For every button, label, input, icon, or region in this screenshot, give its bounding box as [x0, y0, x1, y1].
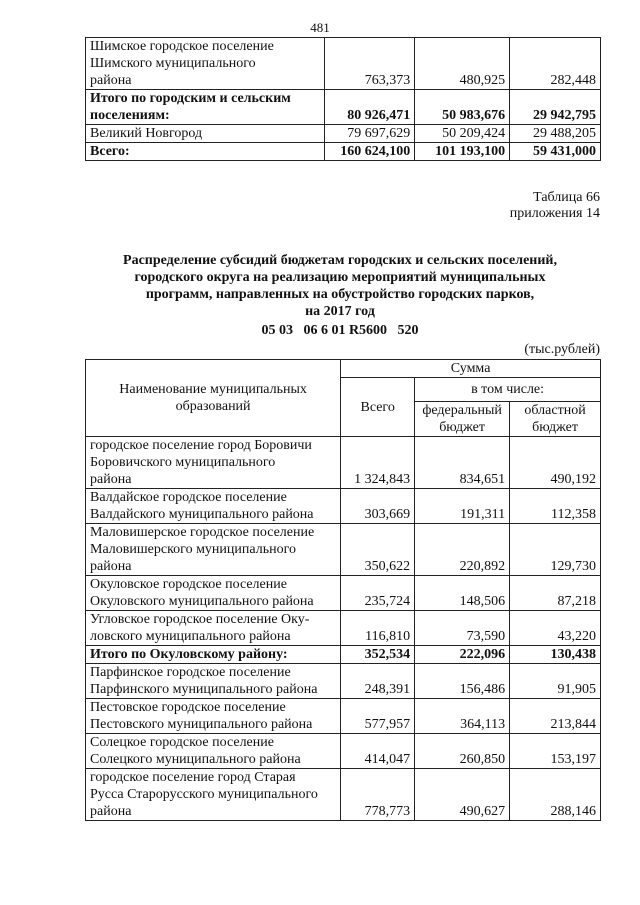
row-name	[86, 38, 325, 90]
row-name	[86, 734, 341, 769]
row-name-line: Русса Старорусского муниципального	[90, 787, 318, 802]
row-name-line: Пестовского муниципального района	[90, 717, 313, 732]
header-federal-line: бюджет	[439, 420, 486, 435]
row-federal: 148,506	[415, 576, 510, 611]
row-name-line: района	[90, 559, 132, 574]
header-sum: Сумма	[341, 360, 601, 378]
header-federal-line: федеральный	[422, 403, 502, 418]
row-name-line: Парфинского муниципального района	[90, 682, 318, 697]
table-row	[86, 437, 601, 489]
header-regional-line: областной	[524, 403, 586, 418]
table-row	[86, 611, 601, 646]
row-name-line: Боровичского муниципального	[90, 455, 276, 470]
units-label: (тыс.рублей)	[524, 342, 600, 357]
row-name-line: поселениям:	[90, 108, 170, 123]
row-total: 352,534	[341, 646, 415, 664]
row-name	[86, 576, 341, 611]
row-name-line: Великий Новгород	[90, 126, 203, 141]
row-name-line: ловского муниципального района	[90, 629, 291, 644]
document-title	[70, 252, 610, 339]
row-name-line: Маловишерское городское поселение	[90, 525, 315, 540]
row-federal: 101 193,100	[415, 143, 510, 161]
row-federal: 50 983,676	[415, 90, 510, 125]
row-regional: 490,192	[510, 437, 601, 489]
row-regional: 129,730	[510, 524, 601, 576]
table-row	[86, 734, 601, 769]
row-federal: 222,096	[415, 646, 510, 664]
row-name-line: Всего:	[90, 144, 130, 159]
row-name	[86, 769, 341, 821]
row-regional: 43,220	[510, 611, 601, 646]
row-regional: 112,358	[510, 489, 601, 524]
row-name-line: Шимского муниципального	[90, 56, 256, 71]
header-name	[86, 360, 341, 437]
row-name-line: Валдайского муниципального района	[90, 507, 314, 522]
row-regional: 59 431,000	[510, 143, 601, 161]
table-row	[86, 576, 601, 611]
row-total: 79 697,629	[325, 125, 415, 143]
appendix-reference: приложения 14	[509, 206, 600, 221]
row-name-line: Солецкого муниципального района	[90, 752, 301, 767]
row-total: 80 926,471	[325, 90, 415, 125]
row-name	[86, 664, 341, 699]
table-number: Таблица 66	[533, 190, 600, 205]
row-federal: 220,892	[415, 524, 510, 576]
row-name-line: Угловское городское поселение Оку-	[90, 612, 310, 627]
row-name-line: Окуловское городское поселение	[90, 577, 287, 592]
header-name-line: образований	[175, 399, 251, 414]
row-name-line: Итого по городским и сельским	[90, 91, 291, 106]
row-name-line: Маловишерского муниципального	[90, 542, 296, 557]
table-row	[86, 646, 601, 664]
row-regional: 288,146	[510, 769, 601, 821]
row-regional: 130,438	[510, 646, 601, 664]
budget-code: 05 03 06 6 01 R5600 520	[261, 323, 419, 338]
row-total: 248,391	[341, 664, 415, 699]
row-regional: 29 488,205	[510, 125, 601, 143]
row-federal: 364,113	[415, 699, 510, 734]
row-total: 116,810	[341, 611, 415, 646]
row-name	[86, 489, 341, 524]
row-name	[86, 524, 341, 576]
header-federal	[415, 402, 510, 437]
row-name-line: городское поселение город Боровичи	[90, 438, 312, 453]
row-name-line: городское поселение город Старая	[90, 770, 296, 785]
row-federal: 480,925	[415, 38, 510, 90]
table-row	[86, 524, 601, 576]
header-total: Всего	[341, 378, 415, 437]
row-name	[86, 125, 325, 143]
row-total: 577,957	[341, 699, 415, 734]
row-name-line: Валдайское городское поселение	[90, 490, 287, 505]
row-federal: 156,486	[415, 664, 510, 699]
table-row	[86, 143, 601, 161]
row-total: 763,373	[325, 38, 415, 90]
header-name-line: Наименование муниципальных	[119, 382, 307, 397]
row-regional: 282,448	[510, 38, 601, 90]
row-regional: 91,905	[510, 664, 601, 699]
row-name	[86, 143, 325, 161]
row-name-line: Итого по Окуловскому району:	[90, 647, 288, 662]
table-row	[86, 38, 601, 90]
table-row	[86, 769, 601, 821]
title-line: на 2017 год	[305, 304, 375, 319]
row-federal: 50 209,424	[415, 125, 510, 143]
row-total: 350,622	[341, 524, 415, 576]
row-federal: 260,850	[415, 734, 510, 769]
row-total: 1 324,843	[341, 437, 415, 489]
title-line: программ, направленных на обустройство городских парков,	[145, 287, 535, 302]
row-name-line: района	[90, 472, 132, 487]
row-regional: 213,844	[510, 699, 601, 734]
row-name-line: района	[90, 804, 132, 819]
row-name-line: района	[90, 73, 132, 88]
row-name	[86, 90, 325, 125]
row-name-line: Шимское городское поселение	[90, 39, 274, 54]
table-row	[86, 699, 601, 734]
title-line: Распределение субсидий бюджетам городских и сельских поселений,	[123, 253, 557, 268]
page-number: 481	[310, 20, 330, 35]
table-row	[86, 664, 601, 699]
row-federal: 191,311	[415, 489, 510, 524]
title-line: городского округа на реализацию мероприятий муниципальных	[134, 270, 546, 285]
row-name-line: Солецкое городское поселение	[90, 735, 274, 750]
row-regional: 153,197	[510, 734, 601, 769]
row-total: 414,047	[341, 734, 415, 769]
row-federal: 490,627	[415, 769, 510, 821]
row-name	[86, 699, 341, 734]
row-total: 303,669	[341, 489, 415, 524]
row-regional: 87,218	[510, 576, 601, 611]
row-federal: 73,590	[415, 611, 510, 646]
row-name	[86, 646, 341, 664]
header-regional	[510, 402, 601, 437]
header-including: в том числе:	[415, 378, 601, 402]
subsidy-table	[85, 359, 601, 821]
table-row	[86, 90, 601, 125]
row-name	[86, 437, 341, 489]
table-label	[510, 190, 600, 222]
row-regional: 29 942,795	[510, 90, 601, 125]
row-total: 160 624,100	[325, 143, 415, 161]
row-total: 778,773	[341, 769, 415, 821]
row-name-line: Парфинское городское поселение	[90, 665, 291, 680]
table-row	[86, 489, 601, 524]
header-regional-line: бюджет	[532, 420, 578, 435]
table-row	[86, 125, 601, 143]
header-row	[86, 360, 601, 378]
row-name-line: Окуловского муниципального района	[90, 594, 314, 609]
summary-table	[85, 37, 601, 161]
row-name-line: Пестовское городское поселение	[90, 700, 286, 715]
row-name	[86, 611, 341, 646]
row-total: 235,724	[341, 576, 415, 611]
row-federal: 834,651	[415, 437, 510, 489]
